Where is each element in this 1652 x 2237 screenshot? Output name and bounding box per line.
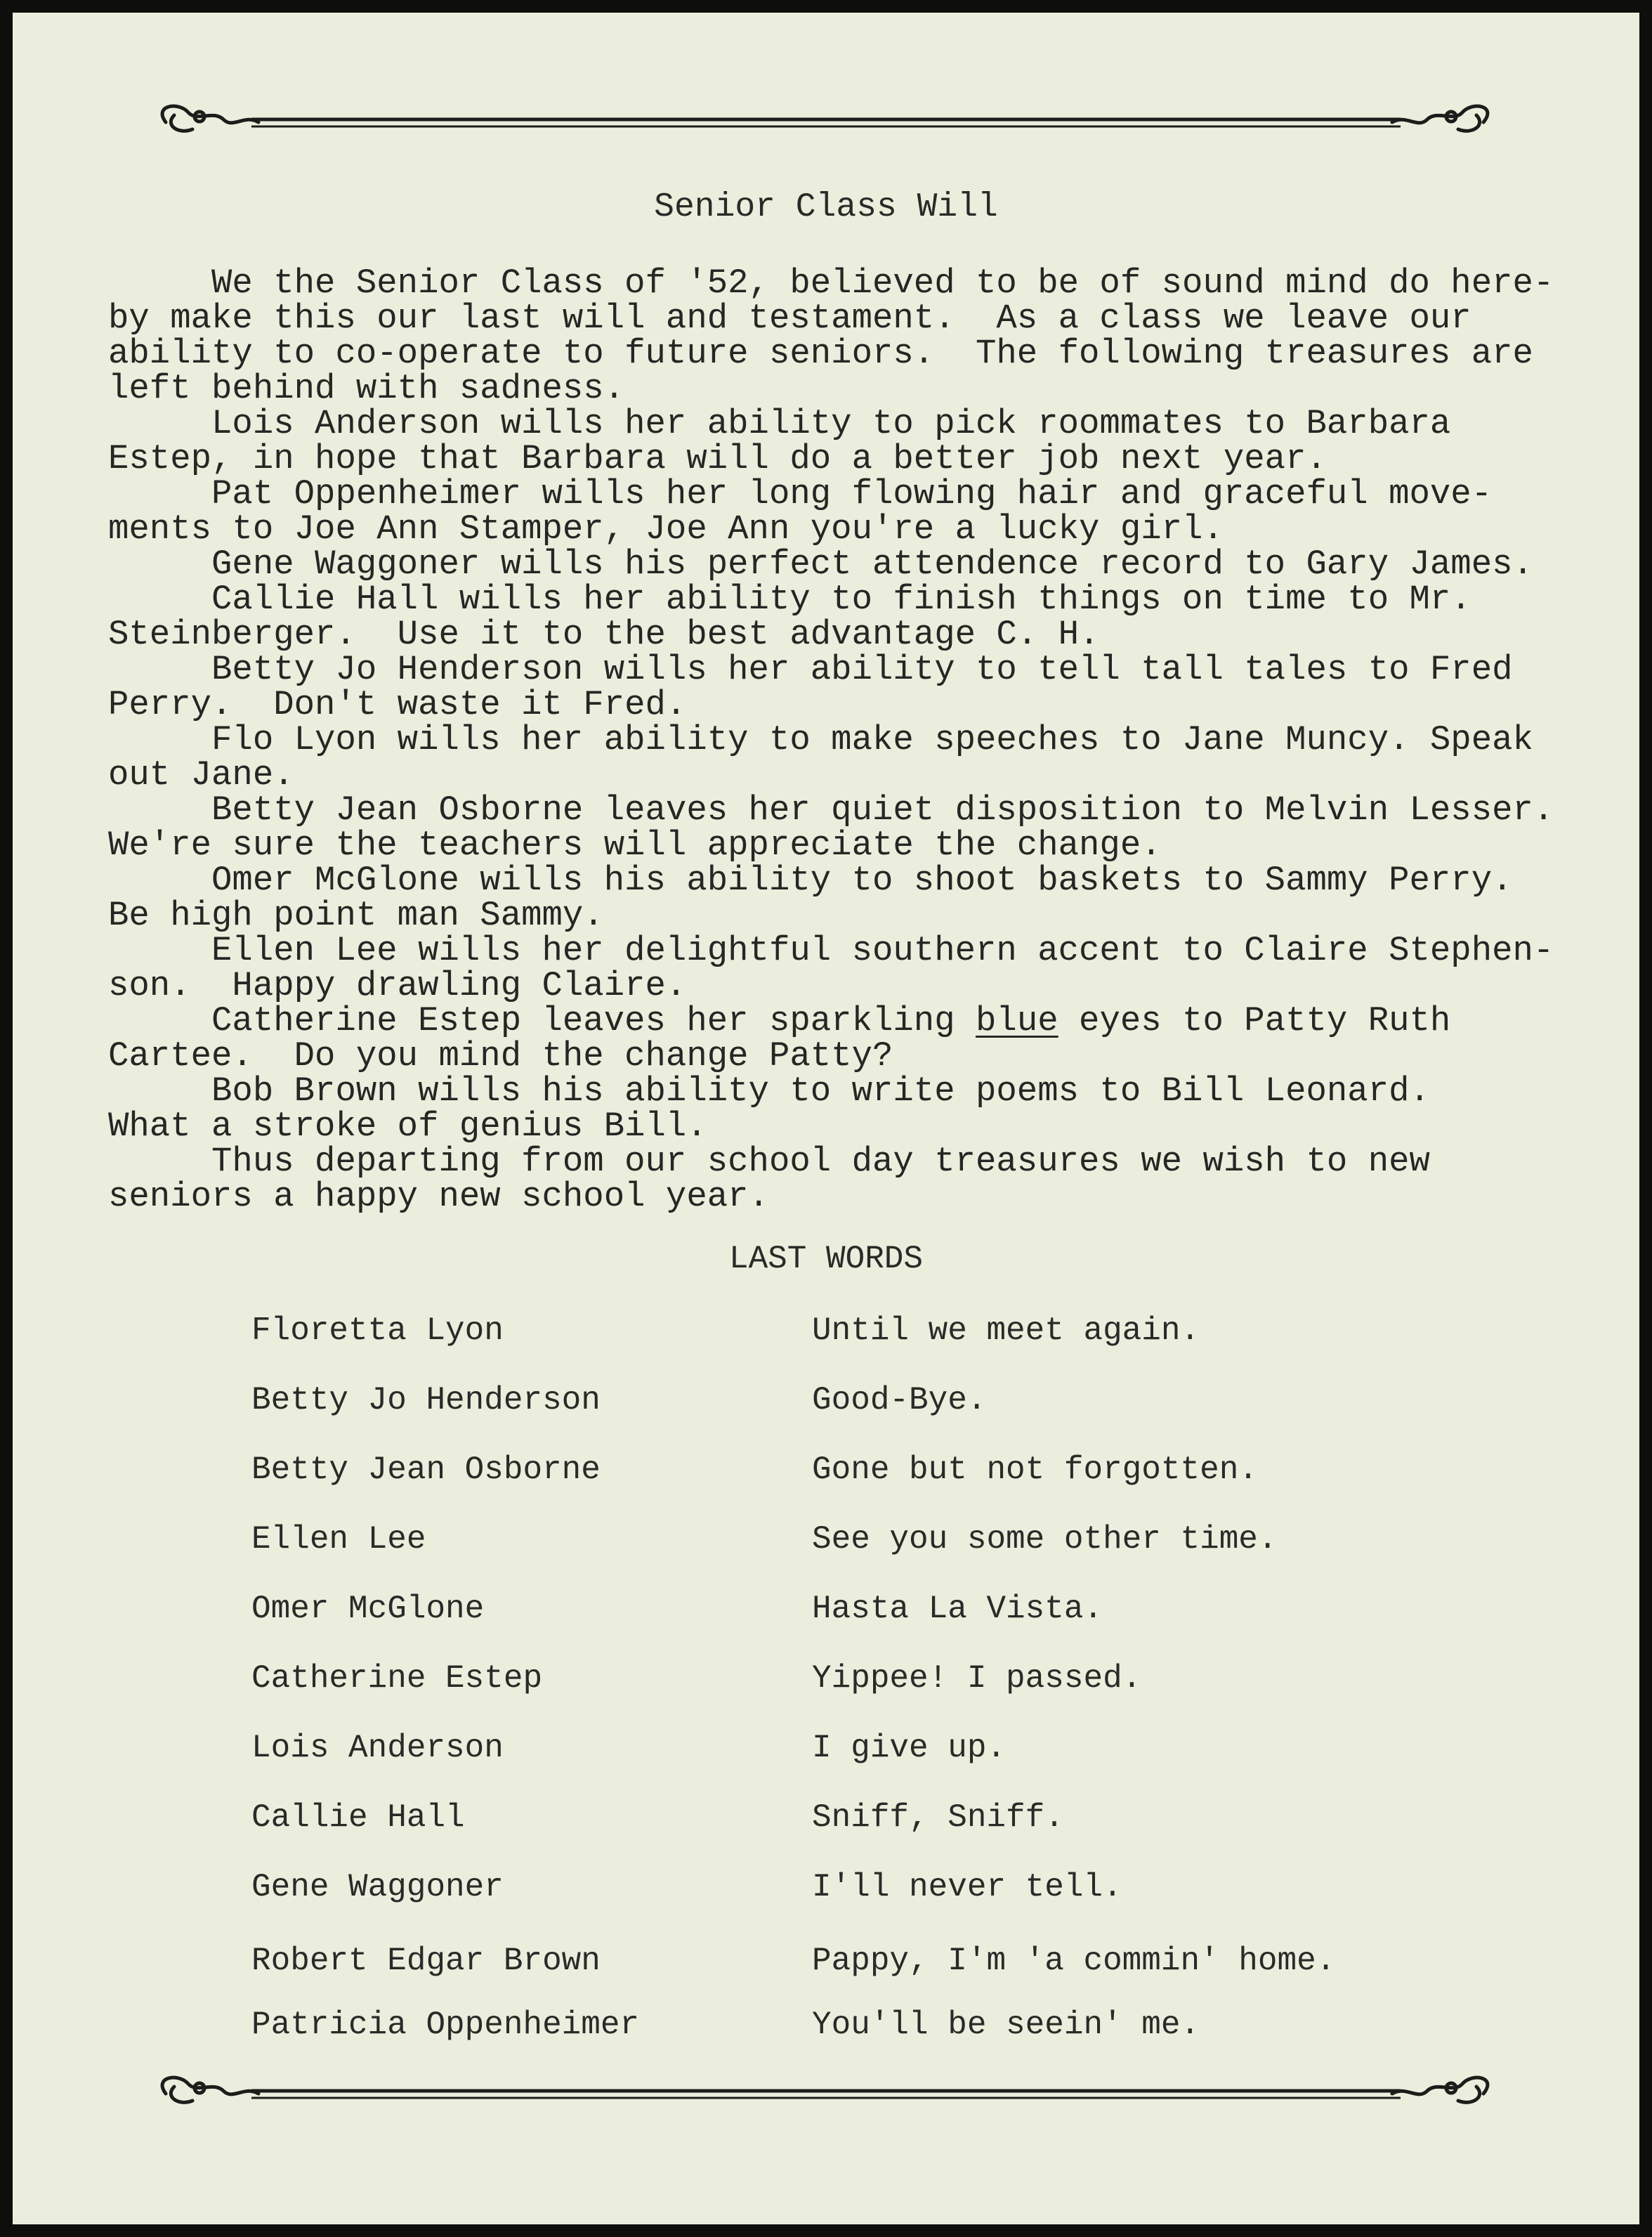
paragraph-pat-oppenheimer: Pat Oppenheimer wills her long flowing hair and graceful move- ments to Joe Ann Stamper, Joe Ann you're a lucky girl. [108,474,1493,549]
last-words-name: Omer McGlone [251,1591,485,1627]
paragraph-closing: Bob Brown wills his ability to write poems to Bill Leonard. What a stroke of genius Bill. Thus departing from our school day treasures we wish to new seniors a happy new school year. [108,1071,1430,1216]
last-words-quote: Yippee! I passed. [812,1660,1142,1697]
last-words-row [13,1591,1639,1633]
last-words-row [13,1869,1639,1911]
paragraph-catherine-estep-start: Catherine Estep leaves her sparkling [108,1001,976,1041]
last-words-name: Betty Jo Henderson [251,1382,601,1418]
paragraph-omer-mcglone: Omer McGlone wills his ability to shoot baskets to Sammy Perry. Be high point man Sammy. [108,861,1513,935]
paragraph-lois-anderson: Lois Anderson wills her ability to pick roommates to Barbara Estep, in hope that Barbara will do a better job next year. [108,404,1451,478]
last-words-row [13,1730,1639,1772]
last-words-quote: See you some other time. [812,1521,1278,1558]
top-ornamental-rule [13,80,1639,157]
last-words-row [13,1452,1639,1494]
last-words-quote: Until we meet again. [812,1312,1200,1349]
paragraph-catherine-estep-end: eyes to Patty Ruth Cartee. Do you mind the change Patty? [108,1001,1451,1076]
paragraph-betty-jo-henderson: Betty Jo Henderson wills her ability to tell tall tales to Fred Perry. Don't waste it Fred. [108,650,1513,724]
page-title: Senior Class Will [654,188,998,226]
last-words-name: Robert Edgar Brown [251,1943,601,1979]
last-words-name: Patricia Oppenheimer [251,2007,640,2043]
paragraph-intro: We the Senior Class of '52, believed to be of sound mind do here- by make this our last will and testament. As a class we leave our ability to co-operate to future seniors. The following treasures are left behind with sadness. [108,263,1554,408]
last-words-name: Floretta Lyon [251,1312,504,1349]
paragraph-gene-waggoner: Gene Waggoner wills his perfect attendence record to Gary James. [108,544,1533,584]
last-words-heading: LAST WORDS [728,1241,924,1277]
last-words-quote: Good-Bye. [812,1382,987,1418]
paragraph-flo-lyon: Flo Lyon wills her ability to make speeches to Jane Muncy. Speak out Jane. [108,720,1533,795]
underlined-word: blue [976,1001,1058,1041]
last-words-name: Gene Waggoner [251,1869,504,1905]
paragraph-ellen-lee: Ellen Lee wills her delightful southern accent to Claire Stephen- son. Happy drawling Claire. [108,931,1554,1005]
last-words-row [13,1943,1639,1985]
last-words-quote: Pappy, I'm 'a commin' home. [812,1943,1336,1979]
last-words-name: Ellen Lee [251,1521,426,1558]
will-body-text [108,263,1632,1216]
last-words-name: Callie Hall [251,1799,465,1836]
bottom-ornamental-rule [13,2052,1639,2129]
last-words-name: Lois Anderson [251,1730,504,1766]
last-words-quote: Hasta La Vista. [812,1591,1103,1627]
document-page [13,13,1639,2224]
last-words-quote: Gone but not forgotten. [812,1452,1258,1488]
paragraph-callie-hall: Callie Hall wills her ability to finish things on time to Mr. Steinberger. Use it to the best advantage C. H. [108,580,1471,654]
last-words-name: Betty Jean Osborne [251,1452,601,1488]
last-words-quote: You'll be seein' me. [812,2007,1200,2043]
last-words-quote: Sniff, Sniff. [812,1799,1064,1836]
last-words-name: Catherine Estep [251,1660,543,1697]
last-words-quote: I'll never tell. [812,1869,1122,1905]
last-words-row [13,1312,1639,1355]
last-words-row [13,1660,1639,1702]
last-words-row [13,1521,1639,1563]
last-words-quote: I give up. [812,1730,1007,1766]
last-words-row [13,2007,1639,2049]
last-words-row [13,1382,1639,1424]
last-words-row [13,1799,1639,1841]
paragraph-betty-jean-osborne: Betty Jean Osborne leaves her quiet disposition to Melvin Lesser. We're sure the teachers will appreciate the change. [108,790,1554,865]
